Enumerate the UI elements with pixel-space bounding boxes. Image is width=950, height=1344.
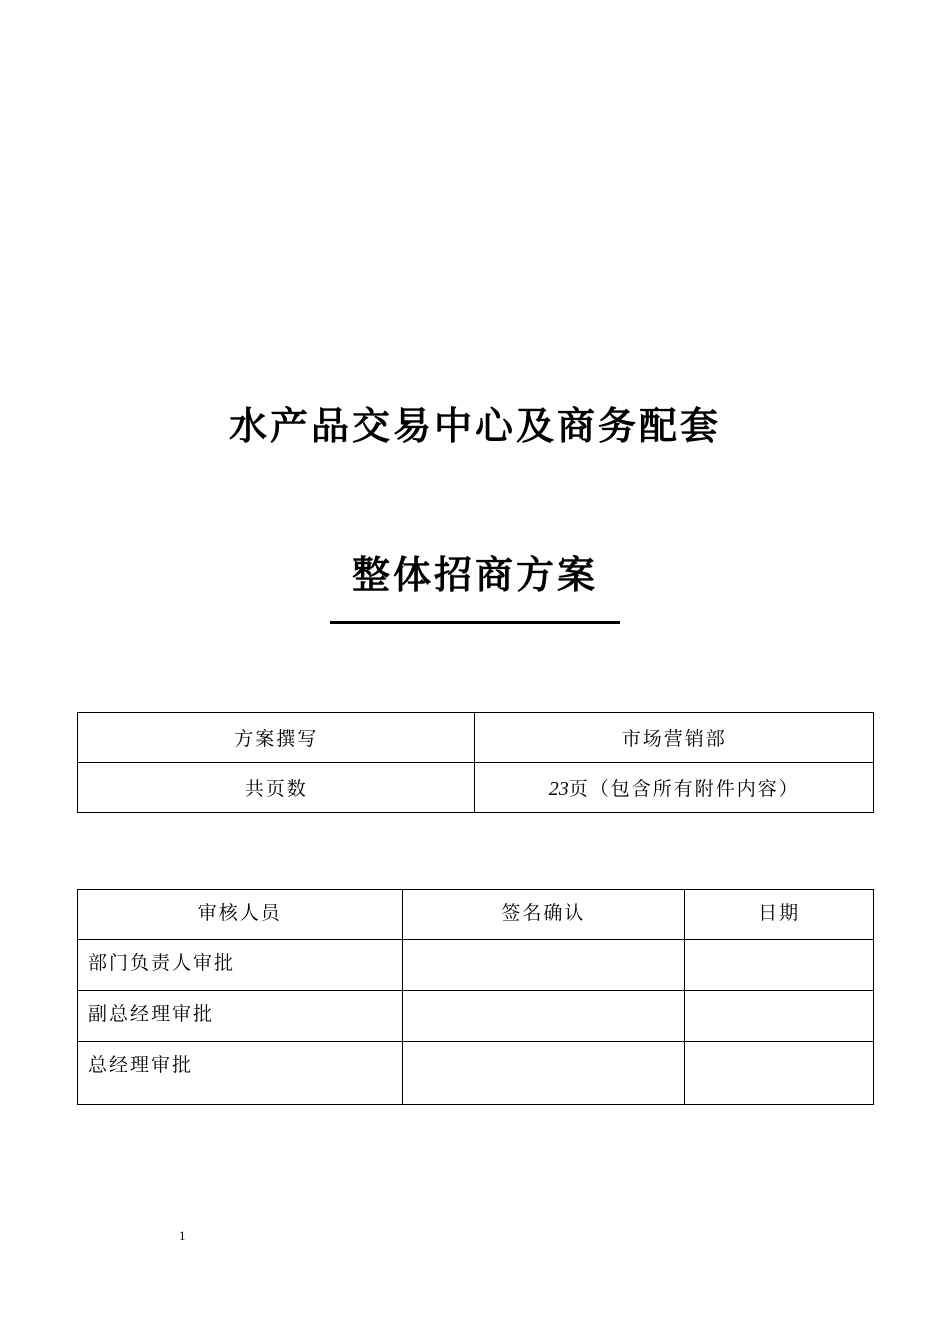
page-number: 1: [179, 1228, 186, 1243]
signature-cell[interactable]: [402, 940, 685, 991]
table-header-row: [78, 890, 874, 940]
page-count-label: 共页数: [78, 763, 475, 813]
header-date: 日期: [685, 890, 874, 940]
signature-cell[interactable]: [402, 1042, 685, 1105]
page-count-value: [475, 763, 874, 813]
review-approval-table: [77, 889, 874, 1105]
header-signature: 签名确认: [402, 890, 685, 940]
reviewer-cell: 副总经理审批: [78, 991, 403, 1042]
page-count-note: 页（包含所有附件内容）: [568, 778, 800, 800]
date-cell[interactable]: [685, 940, 874, 991]
document-title-line-1: 水产品交易中心及商务配套: [228, 403, 721, 448]
table-row: [78, 991, 874, 1042]
document-title-line-2: 整体招商方案: [351, 552, 598, 597]
page-count-number: 23: [548, 778, 569, 800]
table-row: [78, 940, 874, 991]
header-reviewer: 审核人员: [78, 890, 403, 940]
plan-info-table: [77, 712, 874, 813]
table-row: [78, 1042, 874, 1105]
table-row: [78, 763, 874, 813]
plan-author-value: 市场营销部: [475, 713, 874, 763]
signature-cell[interactable]: [402, 991, 685, 1042]
date-cell[interactable]: [685, 991, 874, 1042]
title-underline: [330, 621, 620, 624]
date-cell[interactable]: [685, 1042, 874, 1105]
table-row: [78, 713, 874, 763]
reviewer-cell: 总经理审批: [78, 1042, 403, 1105]
plan-author-label: 方案撰写: [78, 713, 475, 763]
reviewer-cell: 部门负责人审批: [78, 940, 403, 991]
